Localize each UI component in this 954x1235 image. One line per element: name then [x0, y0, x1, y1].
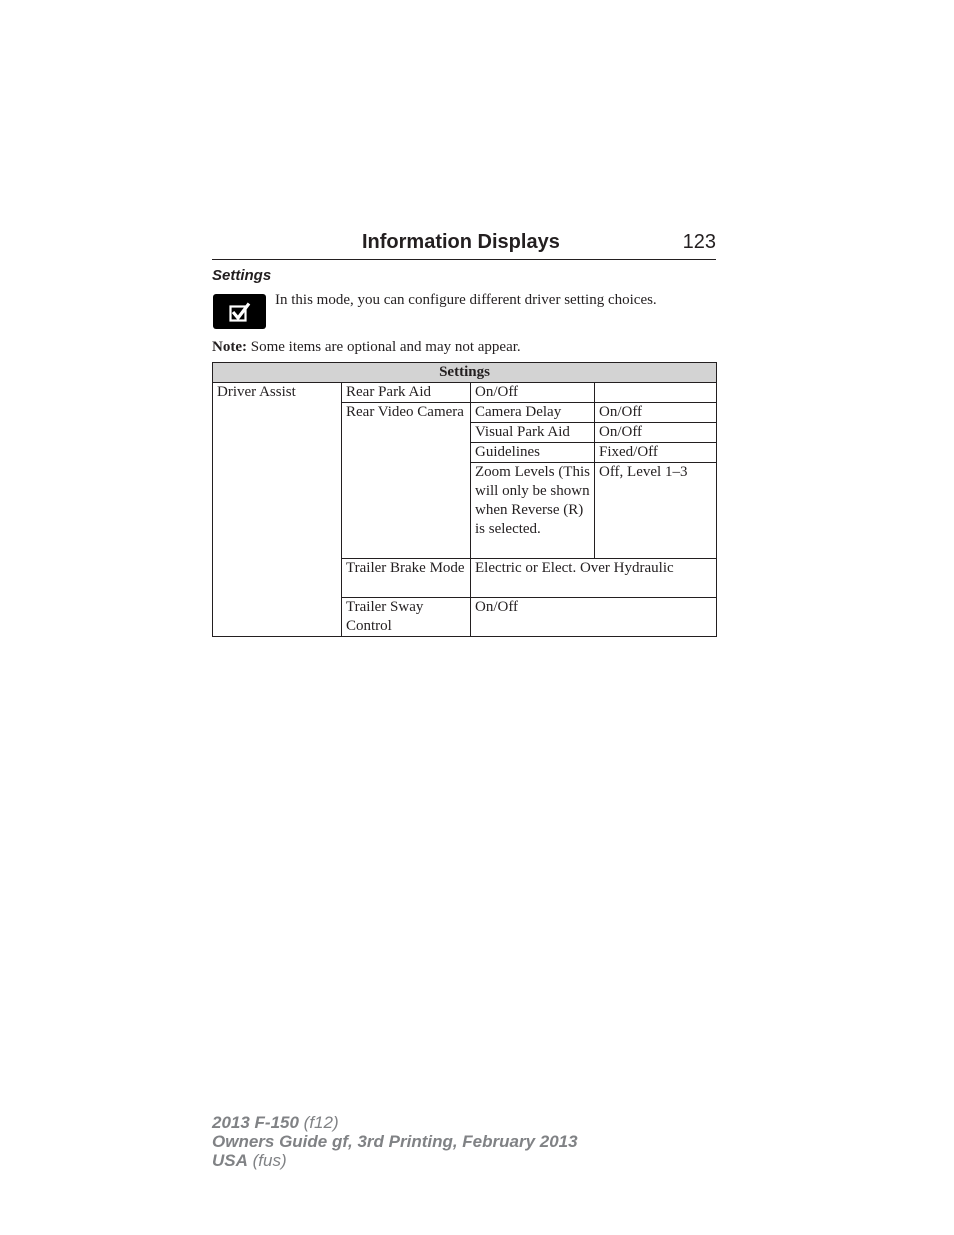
page-header [212, 230, 716, 260]
footer-line-model [212, 1113, 578, 1132]
footer-model: 2013 F-150 [212, 1113, 299, 1132]
footer-region: USA [212, 1151, 248, 1170]
footer-line-guide [212, 1132, 578, 1151]
zoom-levels-cell: Zoom Levels (This will only be shown when Reverse (R) is selected. [471, 463, 595, 559]
rear-park-aid-cell: Rear Park Aid [342, 383, 471, 403]
guidelines-value: Fixed/Off [595, 443, 717, 463]
trailer-sway-control-value: On/Off [471, 598, 717, 637]
driver-assist-cell: Driver Assist [213, 383, 342, 637]
page-number: 123 [682, 231, 716, 253]
note-text: Some items are optional and may not appear. [246, 339, 521, 355]
section-title: Settings [212, 267, 272, 284]
rear-park-aid-value: On/Off [471, 383, 595, 403]
guidelines-cell: Guidelines [471, 443, 595, 463]
footer-region-code: (fus) [247, 1151, 287, 1170]
checkmark-icon [213, 294, 266, 329]
table-header-row [213, 363, 717, 383]
trailer-brake-mode-cell: Trailer Brake Mode [342, 559, 471, 598]
rear-video-camera-cell: Rear Video Camera [342, 403, 471, 559]
trailer-sway-control-cell: Trailer Sway Control [342, 598, 471, 637]
camera-delay-value: On/Off [595, 403, 717, 423]
note [212, 337, 521, 357]
footer-model-code: (f12) [298, 1113, 339, 1132]
camera-delay-cell: Camera Delay [471, 403, 595, 423]
zoom-levels-value: Off, Level 1–3 [595, 463, 717, 559]
header-title: Information Displays [362, 231, 560, 253]
visual-park-aid-value: On/Off [595, 423, 717, 443]
table-title: Settings [213, 363, 717, 383]
visual-park-aid-cell: Visual Park Aid [471, 423, 595, 443]
footer-guide: Owners Guide gf, 3rd Printing, February 2013 [212, 1132, 578, 1151]
settings-table [212, 362, 717, 637]
footer-line-region [212, 1151, 578, 1170]
page-footer [212, 1113, 578, 1170]
note-label: Note: [212, 339, 247, 355]
table-row [213, 383, 717, 403]
trailer-brake-mode-value: Electric or Elect. Over Hydraulic [471, 559, 717, 598]
intro-text: In this mode, you can configure different driver setting choices. [275, 292, 657, 308]
empty-cell [595, 383, 717, 403]
